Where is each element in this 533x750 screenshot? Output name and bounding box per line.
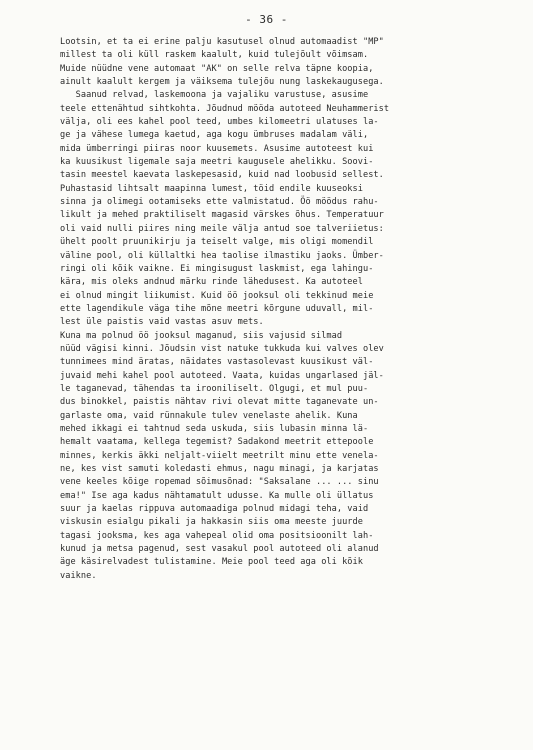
text-line: viskusin esialgu pikali ja hakkasin siis oma meeste juurde	[60, 517, 363, 528]
text-line: minnes, kerkis äkki neljalt-viielt meetrilt minu ette venela-	[60, 450, 379, 461]
text-line: Puhastasid lihtsalt maapinna lumest, töid endile kuuseoksi	[60, 183, 363, 194]
text-line: suur ja kaelas rippuva automaadiga polnud midagi teha, vaid	[60, 504, 369, 515]
text-line: mida ümberringi piiras noor kuusemets. Asusime autoteest kui	[60, 143, 374, 154]
text-line: ühelt poolt pruunikirju ja teiselt valge, mis oligi momendil	[60, 237, 374, 248]
text-line: ka kuusikust ligemale saja meetri kaugusele ahelikku. Soovi-	[60, 157, 374, 168]
text-line: nüüd vägisi kinni. Jõudsin vist natuke tukkuda kui valves olev	[60, 343, 384, 354]
text-line: kunud ja metsa pagenud, sest vasakul pool autoteed oli alanud	[60, 544, 379, 555]
text-line: Lootsin, et ta ei erine palju kasutusel olnud automaadist "MP"	[60, 37, 384, 47]
text-line: ringi oli kõik vaikne. Ei mingisugust laskmist, ega lahingu-	[60, 263, 374, 274]
text-line: mehed ikkagi ei tahtnud seda uskuda, siis lubasin minna lä-	[60, 423, 369, 434]
text-line: välja, oli ees kahel pool teed, umbes kilomeetri ulatuses la-	[60, 117, 379, 128]
text-line: ne, kes vist samuti koledasti ehmus, nagu minagi, ja karjatas	[60, 464, 379, 474]
text-line: Kuna ma polnud öö jooksul maganud, siis vajusid silmad	[60, 330, 343, 341]
text-line: dus binokkel, paistis nähtav rivi olevat mitte taganevate un-	[60, 397, 379, 408]
text-line: ainult kaalult kergem ja väiksema tulejõu nung laskekaugusega.	[60, 77, 384, 88]
text-line: lest üle paistis vaid vastas asuv mets.	[60, 317, 264, 328]
text-line: oli vaid nulli piires ning meile välja antud soe talveriietus:	[60, 223, 384, 234]
text-line: sinna ja olimegi ootamiseks ette valmistatud. Öö möödus rahu-	[60, 197, 379, 208]
text-line: garlaste oma, vaid rünnakule tulev venelaste ahelik. Kuna	[60, 410, 358, 421]
text-line: teele ettenähtud sihtkohta. Jõudnud mööda autoteed Neuhammerist	[60, 103, 390, 114]
text-line: väline pool, oli küllaltki hea taolise ilmastiku jaoks. Ümber-	[60, 250, 384, 261]
text-line: ei olnud mingit liikumist. Kuid öö jooksul oli tekkinud meie	[60, 290, 374, 301]
text-line: tagasi jooksma, kes aga vahepeal olid oma positsioonilt lah-	[60, 530, 374, 541]
text-line: millest ta oli küll raskem kaalult, kuid tulejõult võimsam.	[60, 50, 369, 61]
text-line: ema!" Ise aga kadus nähtamatult udusse. Ka mulle oli üllatus	[60, 490, 374, 501]
text-line: Saanud relvad, laskemoona ja vajaliku varustuse, asusime	[60, 90, 369, 101]
text-body	[60, 36, 500, 583]
text-line: vaikne.	[60, 570, 97, 581]
text-line: juvaid mehi kahel pool autoteed. Vaata, kuidas ungarlased jäl-	[60, 370, 384, 381]
text-line: ette lagendikule väga tihe mõne meetri kõrgune uduvall, mil-	[60, 303, 374, 314]
text-line: ge ja vähese lumega kaetud, aga kogu ümbruses madalam väli,	[60, 130, 369, 141]
text-line: likult ja mehed praktiliselt magasid värskes õhus. Temperatuur	[60, 210, 384, 221]
text-line: tasin meestel kaevata laskepesasid, kuid nad loobusid sellest.	[60, 170, 384, 181]
text-line: tunnimees mind äratas, näidates vastasolevast kuusikust väl-	[60, 357, 374, 368]
text-line: kära, mis oleks andnud märku rinde lähedusest. Ka autoteel	[60, 277, 363, 288]
text-line: Muide nüüdne vene automaat "AK" on selle relva täpne koopia,	[60, 63, 374, 74]
text-line: le taganevad, tähendas ta irooniliselt. Olgugi, et mul puu-	[60, 383, 369, 394]
page-number: - 36 -	[245, 13, 288, 26]
text-line: äge käsirelvadest tulistamine. Meie pool teed aga oli kõik	[60, 557, 363, 568]
text-line: vene keeles kõige ropemad sõimusõnad: "Saksalane ... ... sinu	[60, 477, 379, 488]
text-line: hemalt vaatama, kellega tegemist? Sadakond meetrit ettepoole	[60, 437, 374, 448]
